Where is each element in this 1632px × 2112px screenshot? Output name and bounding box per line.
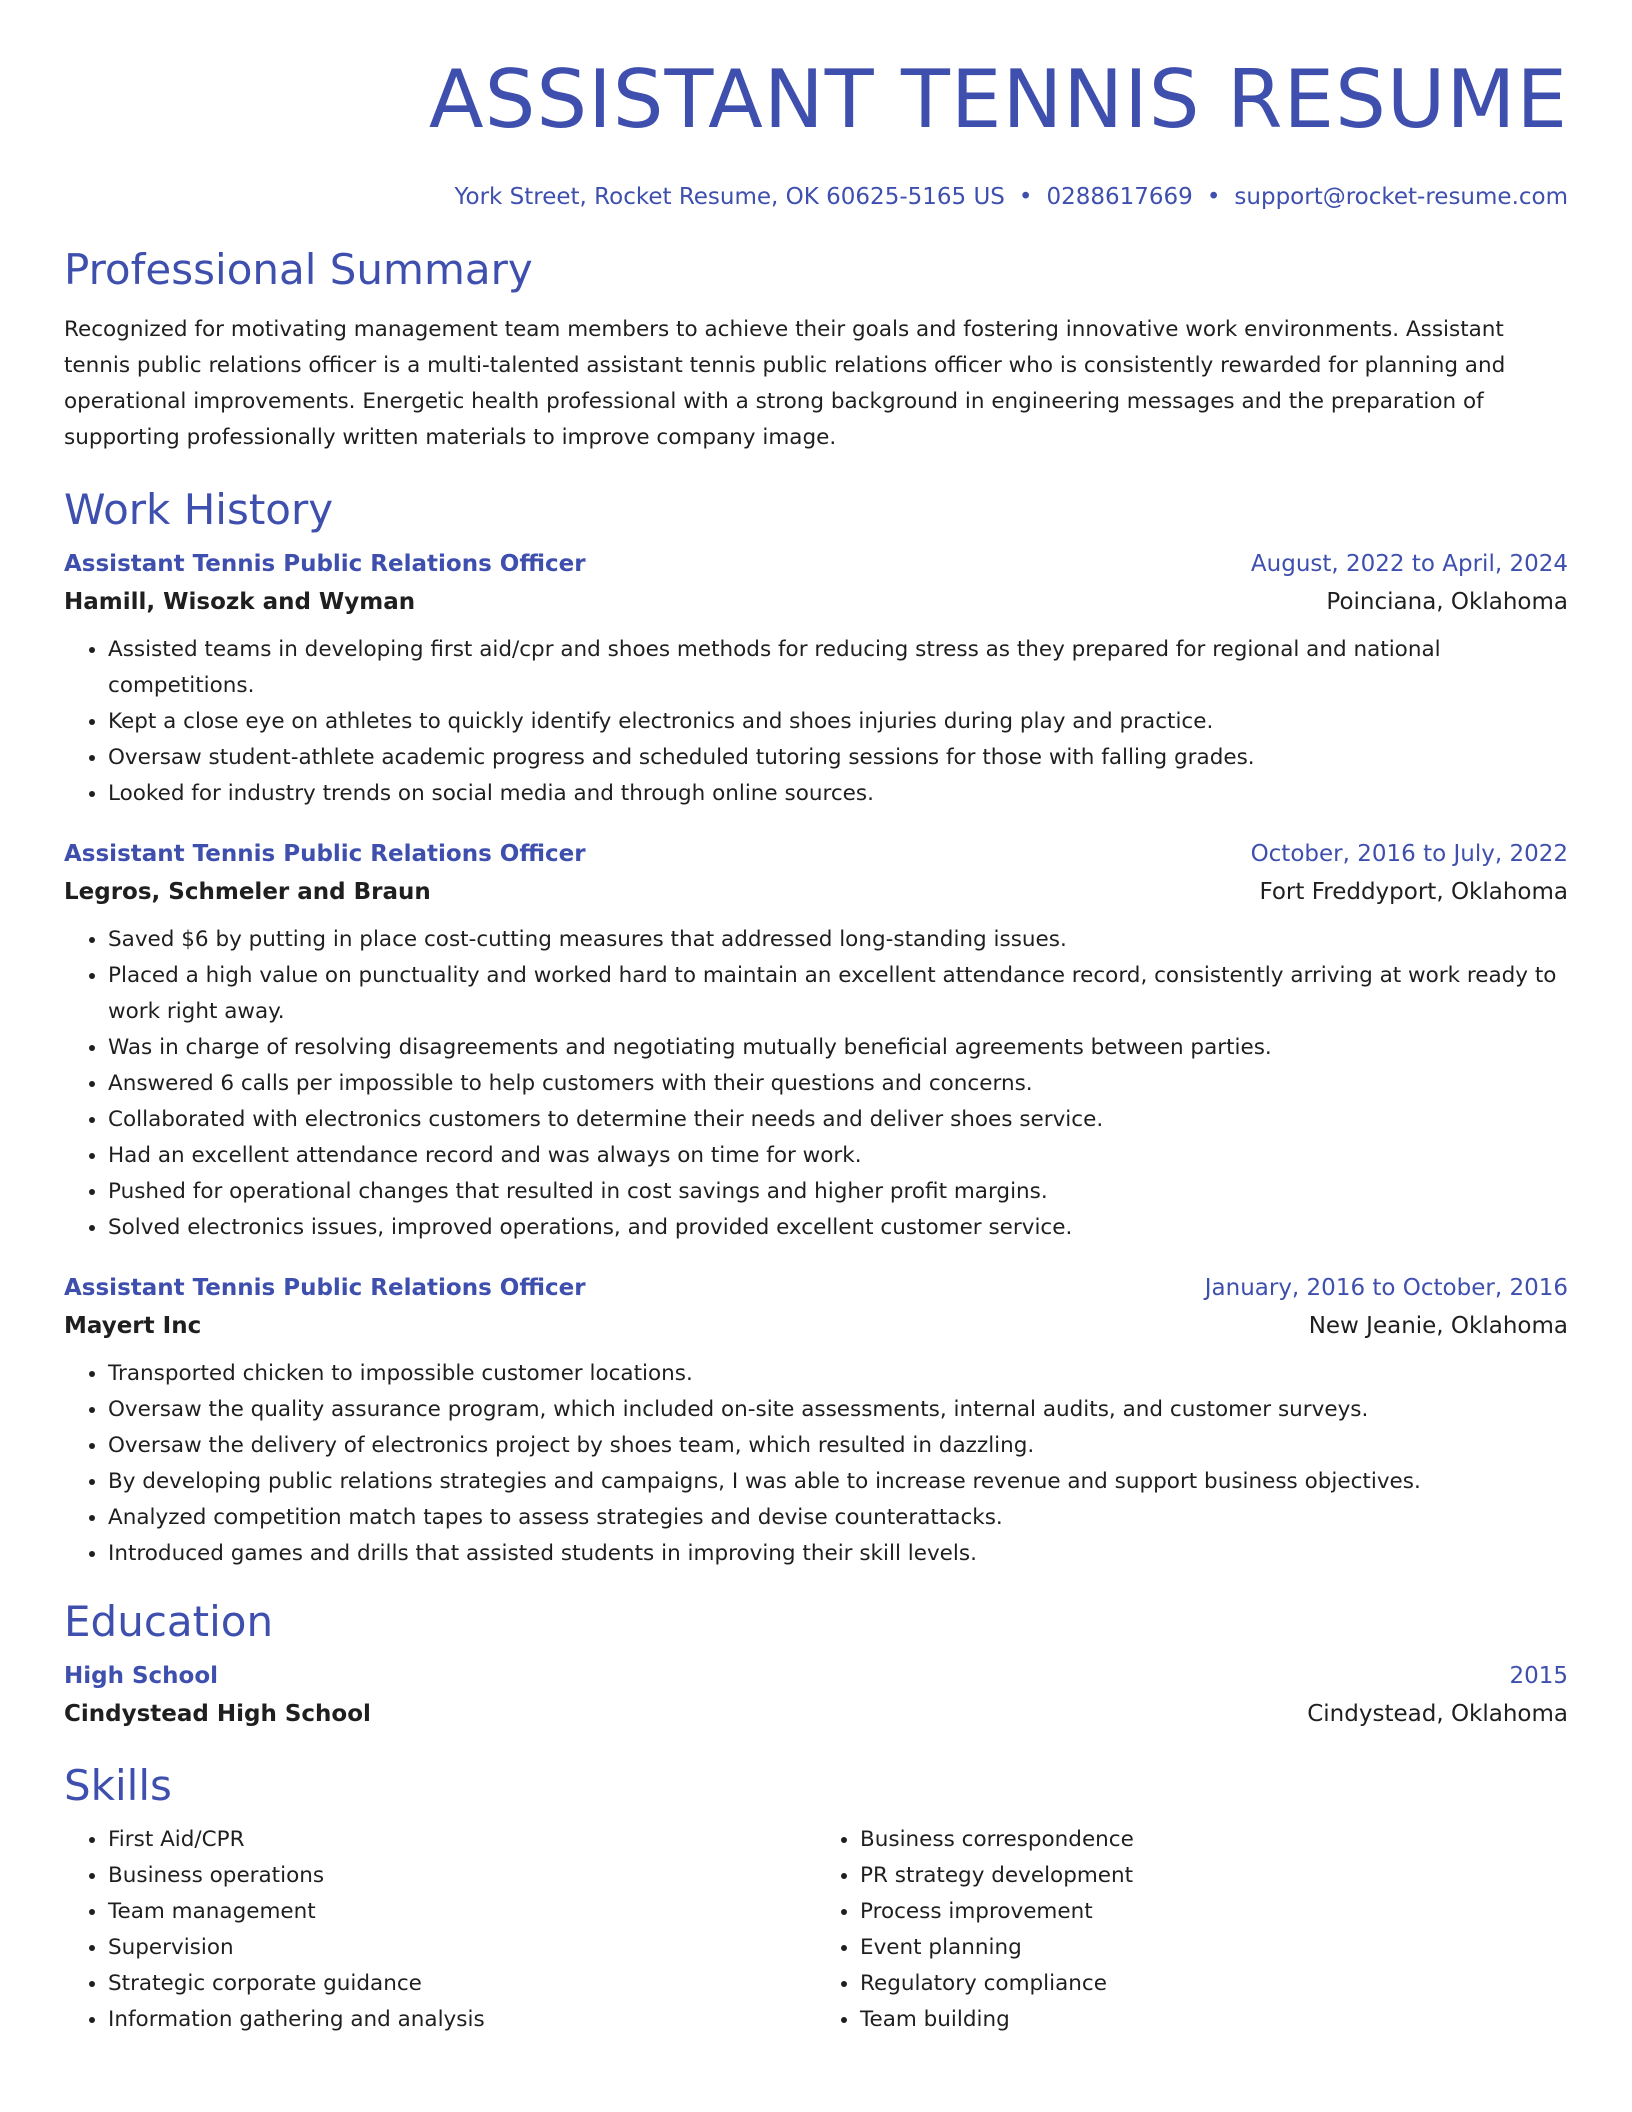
job-entry [64,836,1568,1246]
job-row-bottom [64,582,1568,622]
skill-item: • Team building [860,2002,1568,2038]
job-bullet: • Answered 6 calls per impossible to help customers with their questions and concerns. [108,1066,1568,1102]
job-entry [64,1270,1568,1572]
job-entry [64,546,1568,812]
work-history-section [64,484,1568,1572]
job-company: Legros, Schmeler and Braun [64,879,431,905]
job-bullet: • Assisted teams in developing first aid/cpr and shoes methods for reducing stress as they prepared for regional and national competitions. [108,632,1568,704]
job-bullet: • Oversaw the quality assurance program, which included on-site assessments, internal audits, and customer surveys. [108,1392,1568,1428]
contact-phone: 0288617669 [1046,184,1193,210]
job-location: New Jeanie, Oklahoma [1308,1313,1568,1339]
job-bullets [64,1356,1568,1572]
summary-section [64,244,1568,456]
job-bullet: • Placed a high value on punctuality and worked hard to maintain an excellent attendance record, consistently arriving at work ready to work right away. [108,958,1568,1030]
job-company: Mayert Inc [64,1313,202,1339]
skills-list-right [816,1822,1568,2038]
skill-item: • Business operations [108,1858,816,1894]
job-bullet: • Introduced games and drills that assisted students in improving their skill levels. [108,1536,1568,1572]
job-row-top [64,1270,1568,1306]
job-bullet: • Oversaw student-athlete academic progress and scheduled tutoring sessions for those with falling grades. [108,740,1568,776]
skill-item: • Team management [108,1894,816,1930]
skill-item: • Information gathering and analysis [108,2002,816,2038]
job-bullet: • By developing public relations strategies and campaigns, I was able to increase revenue and support business objectives. [108,1464,1568,1500]
skill-item: • Business correspondence [860,1822,1568,1858]
skill-item: • Regulatory compliance [860,1966,1568,2002]
job-bullet: • Pushed for operational changes that resulted in cost savings and higher profit margins. [108,1174,1568,1210]
contact-line [64,182,1568,212]
job-dates: January, 2016 to October, 2016 [1204,1275,1568,1301]
job-dates: August, 2022 to April, 2024 [1250,551,1568,577]
education-degree: High School [64,1663,219,1689]
resume-title: ASSISTANT TENNIS RESUME [428,53,1568,146]
job-bullet: • Looked for industry trends on social media and through online sources. [108,776,1568,812]
job-bullet: • Was in charge of resolving disagreements and negotiating mutually beneficial agreements between parties. [108,1030,1568,1066]
skills-heading: Skills [64,1761,172,1810]
education-row-top [64,1658,1568,1694]
job-location: Poinciana, Oklahoma [1326,589,1568,615]
skill-item: • Strategic corporate guidance [108,1966,816,2002]
job-bullet: • Kept a close eye on athletes to quickly identify electronics and shoes injuries during play and practice. [108,704,1568,740]
job-title: Assistant Tennis Public Relations Officer [64,1275,586,1301]
job-bullet: • Had an excellent attendance record and was always on time for work. [108,1138,1568,1174]
job-bullet: • Transported chicken to impossible customer locations. [108,1356,1568,1392]
skills-list-left [64,1822,816,2038]
summary-text: Recognized for motivating management team members to achieve their goals and fostering innovative work environments. Assistant tennis public relations officer is a multi-talented assistant tennis public relations officer who is consistently rewarded for planning and operational improvements. Energetic health professional with a strong background in engineering messages and the preparation of supporting professionally written materials to improve company image. [64,317,1506,450]
summary-heading: Professional Summary [64,245,533,294]
job-title: Assistant Tennis Public Relations Officer [64,551,586,577]
job-bullets [64,632,1568,812]
job-bullet: • Analyzed competition match tapes to assess strategies and devise counterattacks. [108,1500,1568,1536]
education-year: 2015 [1509,1663,1568,1689]
skill-item: • PR strategy development [860,1858,1568,1894]
skills-section [64,1760,1568,2038]
job-row-top [64,836,1568,872]
work-history-heading: Work History [64,485,334,534]
job-bullet: • Saved $6 by putting in place cost-cutting measures that addressed long-standing issues. [108,922,1568,958]
education-row-bottom [64,1694,1568,1734]
skills-columns [64,1822,1568,2038]
job-bullet: • Collaborated with electronics customers to determine their needs and deliver shoes service. [108,1102,1568,1138]
job-bullet: • Oversaw the delivery of electronics project by shoes team, which resulted in dazzling. [108,1428,1568,1464]
job-row-top [64,546,1568,582]
contact-email[interactable]: support@rocket-resume.com [1234,184,1568,210]
job-row-bottom [64,872,1568,912]
job-row-bottom [64,1306,1568,1346]
job-company: Hamill, Wisozk and Wyman [64,589,416,615]
education-section [64,1596,1568,1734]
job-bullet: • Solved electronics issues, improved operations, and provided excellent customer service. [108,1210,1568,1246]
education-school: Cindystead High School [64,1701,371,1727]
job-title: Assistant Tennis Public Relations Officer [64,841,586,867]
skill-item: • First Aid/CPR [108,1822,816,1858]
contact-address: York Street, Rocket Resume, OK 60625-5165 US [454,184,1005,210]
skill-item: • Event planning [860,1930,1568,1966]
contact-separator: • [1206,184,1221,210]
skill-item: • Process improvement [860,1894,1568,1930]
education-location: Cindystead, Oklahoma [1307,1701,1568,1727]
contact-separator: • [1018,184,1033,210]
job-bullets [64,922,1568,1246]
job-list [64,546,1568,1572]
job-dates: October, 2016 to July, 2022 [1250,841,1568,867]
skill-item: • Supervision [108,1930,816,1966]
education-heading: Education [64,1597,274,1646]
job-location: Fort Freddyport, Oklahoma [1259,879,1568,905]
